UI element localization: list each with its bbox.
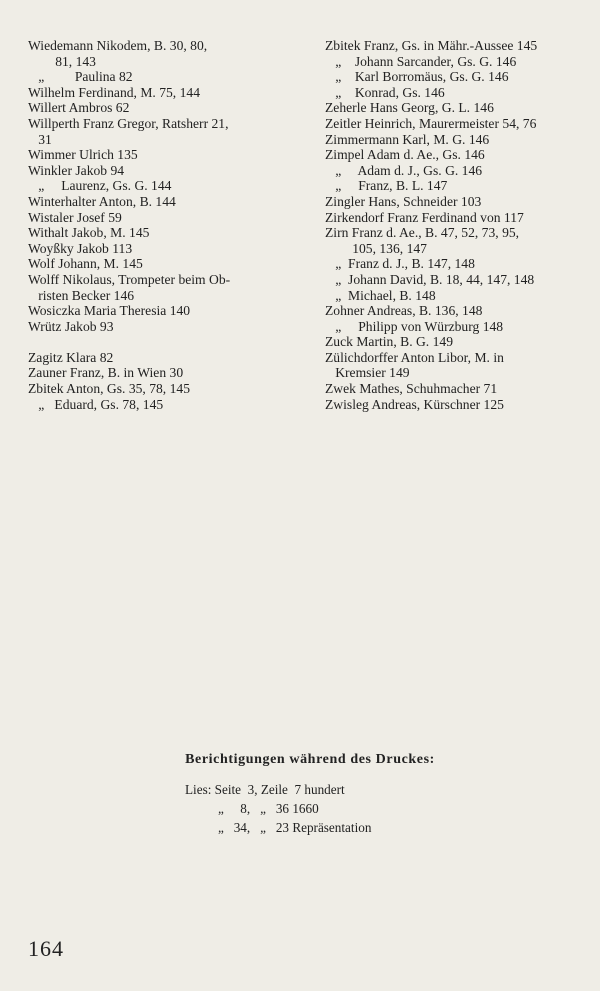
index-entry: Willperth Franz Gregor, Ratsherr 21, xyxy=(28,115,229,131)
corrections-section xyxy=(0,752,600,835)
index-entry: Woyßky Jakob 113 xyxy=(28,240,133,256)
index-entry: „ Paulina 82 xyxy=(28,69,133,85)
index-entry: „ Eduard, Gs. 78, 145 xyxy=(28,396,164,412)
index-entry: 31 xyxy=(28,131,52,147)
corrections-title: Berichtigungen während des Druckes: xyxy=(185,752,435,767)
index-entry: 105, 136, 147 xyxy=(325,240,427,256)
index-entry: Zeitler Heinrich, Maurermeister 54, 76 xyxy=(325,115,537,131)
correction-line: Lies: Seite 3, Zeile 7 hundert xyxy=(185,782,345,797)
index-entry: Wosiczka Maria Theresia 140 xyxy=(28,303,191,319)
index-entry: Zauner Franz, B. in Wien 30 xyxy=(28,365,184,381)
index-entry: Willert Ambros 62 xyxy=(28,100,130,116)
index-entry: Zohner Andreas, B. 136, 148 xyxy=(325,303,483,319)
index-entry: Zbitek Franz, Gs. in Mähr.-Aussee 145 xyxy=(325,38,538,53)
index-entry: Zimpel Adam d. Ae., Gs. 146 xyxy=(325,147,485,163)
index-entry: Zirkendorf Franz Ferdinand von 117 xyxy=(325,209,524,225)
index-entry: Wolff Nikolaus, Trompeter beim Ob- xyxy=(28,271,231,287)
index-entry: Wimmer Ulrich 135 xyxy=(28,147,138,163)
index-entry: Zagitz Klara 82 xyxy=(28,349,114,365)
index-entry: Winkler Jakob 94 xyxy=(28,162,125,178)
index-column-right xyxy=(325,38,580,412)
index-entry: 81, 143 xyxy=(28,53,96,69)
index-column-left xyxy=(28,38,284,412)
index-entry: Zingler Hans, Schneider 103 xyxy=(325,193,482,209)
index-entry: „ Adam d. J., Gs. G. 146 xyxy=(325,162,483,178)
index-entry: Zimmermann Karl, M. G. 146 xyxy=(325,131,490,147)
index-entry: „ Franz d. J., B. 147, 148 xyxy=(325,256,475,272)
index-entry: Zwisleg Andreas, Kürschner 125 xyxy=(325,396,504,412)
index-entry: „ Konrad, Gs. 146 xyxy=(325,84,445,100)
index-entry: „ Philipp von Würzburg 148 xyxy=(325,318,504,334)
index-entry: Wiedemann Nikodem, B. 30, 80, xyxy=(28,38,208,53)
index-entry: Zeherle Hans Georg, G. L. 146 xyxy=(325,100,494,116)
index-entry: Zirn Franz d. Ae., B. 47, 52, 73, 95, xyxy=(325,225,520,241)
index-entry: Kremsier 149 xyxy=(325,365,410,381)
index-entry: Wistaler Josef 59 xyxy=(28,209,122,225)
index-entry: Withalt Jakob, M. 145 xyxy=(28,225,150,241)
index-entry: Wolf Johann, M. 145 xyxy=(28,256,143,272)
index-entry: Wilhelm Ferdinand, M. 75, 144 xyxy=(28,84,200,100)
correction-line: „ 34, „ 23 Repräsentation xyxy=(185,820,372,835)
corrections-list xyxy=(185,780,371,837)
correction-line: „ 8, „ 36 1660 xyxy=(185,801,319,816)
index-entry: „ Franz, B. L. 147 xyxy=(325,178,448,194)
index-entry: „ Johann Sarcander, Gs. G. 146 xyxy=(325,53,517,69)
section-gap xyxy=(28,334,284,350)
index-entry: „ Laurenz, Gs. G. 144 xyxy=(28,178,172,194)
index-entry: risten Becker 146 xyxy=(28,287,135,303)
index-entry: Zuck Martin, B. G. 149 xyxy=(325,334,453,350)
index-entry: „ Michael, B. 148 xyxy=(325,287,436,303)
index-entry: Zwek Mathes, Schuhmacher 71 xyxy=(325,381,498,397)
index-entry: „ Karl Borromäus, Gs. G. 146 xyxy=(325,69,509,85)
index-entry: Winterhalter Anton, B. 144 xyxy=(28,193,176,209)
index-entry: Zülichdorffer Anton Libor, M. in xyxy=(325,349,504,365)
page-number: 164 xyxy=(28,936,64,961)
index-entry: Zbitek Anton, Gs. 35, 78, 145 xyxy=(28,381,190,397)
index-entry: Wrütz Jakob 93 xyxy=(28,318,114,334)
index-entry: „ Johann David, B. 18, 44, 147, 148 xyxy=(325,271,535,287)
